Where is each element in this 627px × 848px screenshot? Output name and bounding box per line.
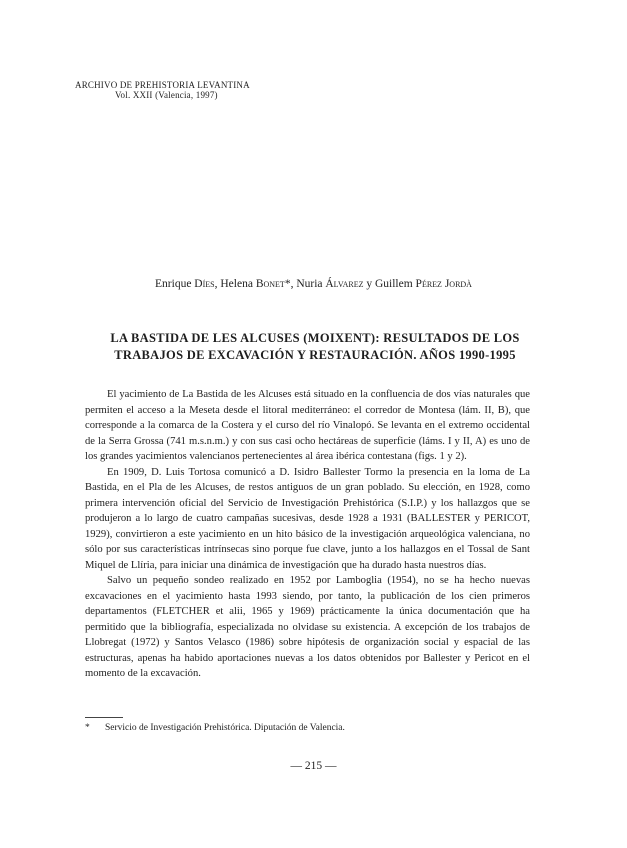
author-last-name: Bonet: [255, 278, 285, 290]
paragraph: El yacimiento de La Bastida de les Alcuses está situado en la confluencia de dos vías naturales que permiten el acceso a la Meseta desde el litoral mediterráneo: el corredor de Montesa (lám. II, B), que corresponde a la comarca de la Costera y el curso del río Vinalopó. Se levanta en el extremo occidental de la Serra Grossa (741 m.s.n.m.) y con sus casi ocho hectáreas de superficie (láms. I y II, A) es uno de los grandes yacimientos valencianos pertenecientes al área ibérica contestana (figs. 1 y 2).: [85, 389, 530, 462]
author-first-name: Helena: [220, 278, 253, 290]
article-title: [70, 330, 560, 364]
author-list: [0, 278, 627, 290]
author-separator: *,: [284, 278, 297, 290]
author-separator: ,: [214, 278, 221, 290]
author-last-name: Álvarez: [325, 278, 364, 290]
journal-name: ARCHIVO DE PREHISTORIA LEVANTINA: [75, 80, 250, 90]
journal-volume: Vol. XXII (Valencia, 1997): [115, 90, 218, 100]
author-last-name: Pérez Jordà: [415, 278, 472, 290]
footnote-divider: [85, 717, 123, 718]
author-separator: y: [363, 278, 375, 290]
footnote-text: Servicio de Investigación Prehistórica. Diputación de Valencia.: [105, 723, 345, 733]
article-body: [85, 387, 530, 682]
title-line-1: LA BASTIDA DE LES ALCUSES (MOIXENT): RESULTADOS DE LOS: [110, 331, 520, 345]
author-first-name: Nuria: [296, 278, 323, 290]
page-number: — 215 —: [290, 760, 337, 772]
journal-header: [75, 80, 250, 100]
author-last-name: Díes: [194, 278, 215, 290]
footnote: [85, 723, 345, 733]
footnote-mark: *: [85, 723, 90, 733]
paragraph: Salvo un pequeño sondeo realizado en 1952 por Lamboglia (1954), no se ha hecho nuevas excavaciones en el yacimiento hasta 1993 siendo, por tanto, la publicación de los cien primeros departamentos (FLETCHER et alii, 1965 y 1969) prácticamente la única documentación que ha permitido que la bibliografía, especializada no olvidase su existencia. A excepción de los trabajos de Llobregat (1972) y Santos Velasco (1986) sobre hipótesis de organización social y espacial de las estructuras, apenas ha habido aportaciones nuevas a los datos obtenidos por Ballester y Pericot en el momento de la excavación.: [85, 575, 530, 679]
author-first-name: Guillem: [374, 278, 413, 290]
author-first-name: Enrique: [155, 278, 192, 290]
title-line-2: TRABAJOS DE EXCAVACIÓN Y RESTAURACIÓN. AÑOS 1990-1995: [114, 348, 516, 362]
paragraph: En 1909, D. Luis Tortosa comunicó a D. Isidro Ballester Tormo la presencia en la loma de La Bastida, en el Pla de les Alcuses, de restos antiguos de un gran poblado. Su elección, en 1928, como primera intervención oficial del Servicio de Investigación Prehistórica (S.I.P.) y los hallazgos que se produjeron a lo largo de cuatro campañas sucesivas, desde 1928 a 1931 (BALLESTER y PERICOT, 1929), convirtieron a este yacimiento en un hito básico de la investigación arqueológica valenciana, no sólo por sus características intrínsecas sino porque fue clave, junto a los hallazgos en el Tossal de Sant Miquel de Llíria, para iniciar una dinámica de investigación que ha durado hasta nuestros días.: [85, 466, 530, 571]
